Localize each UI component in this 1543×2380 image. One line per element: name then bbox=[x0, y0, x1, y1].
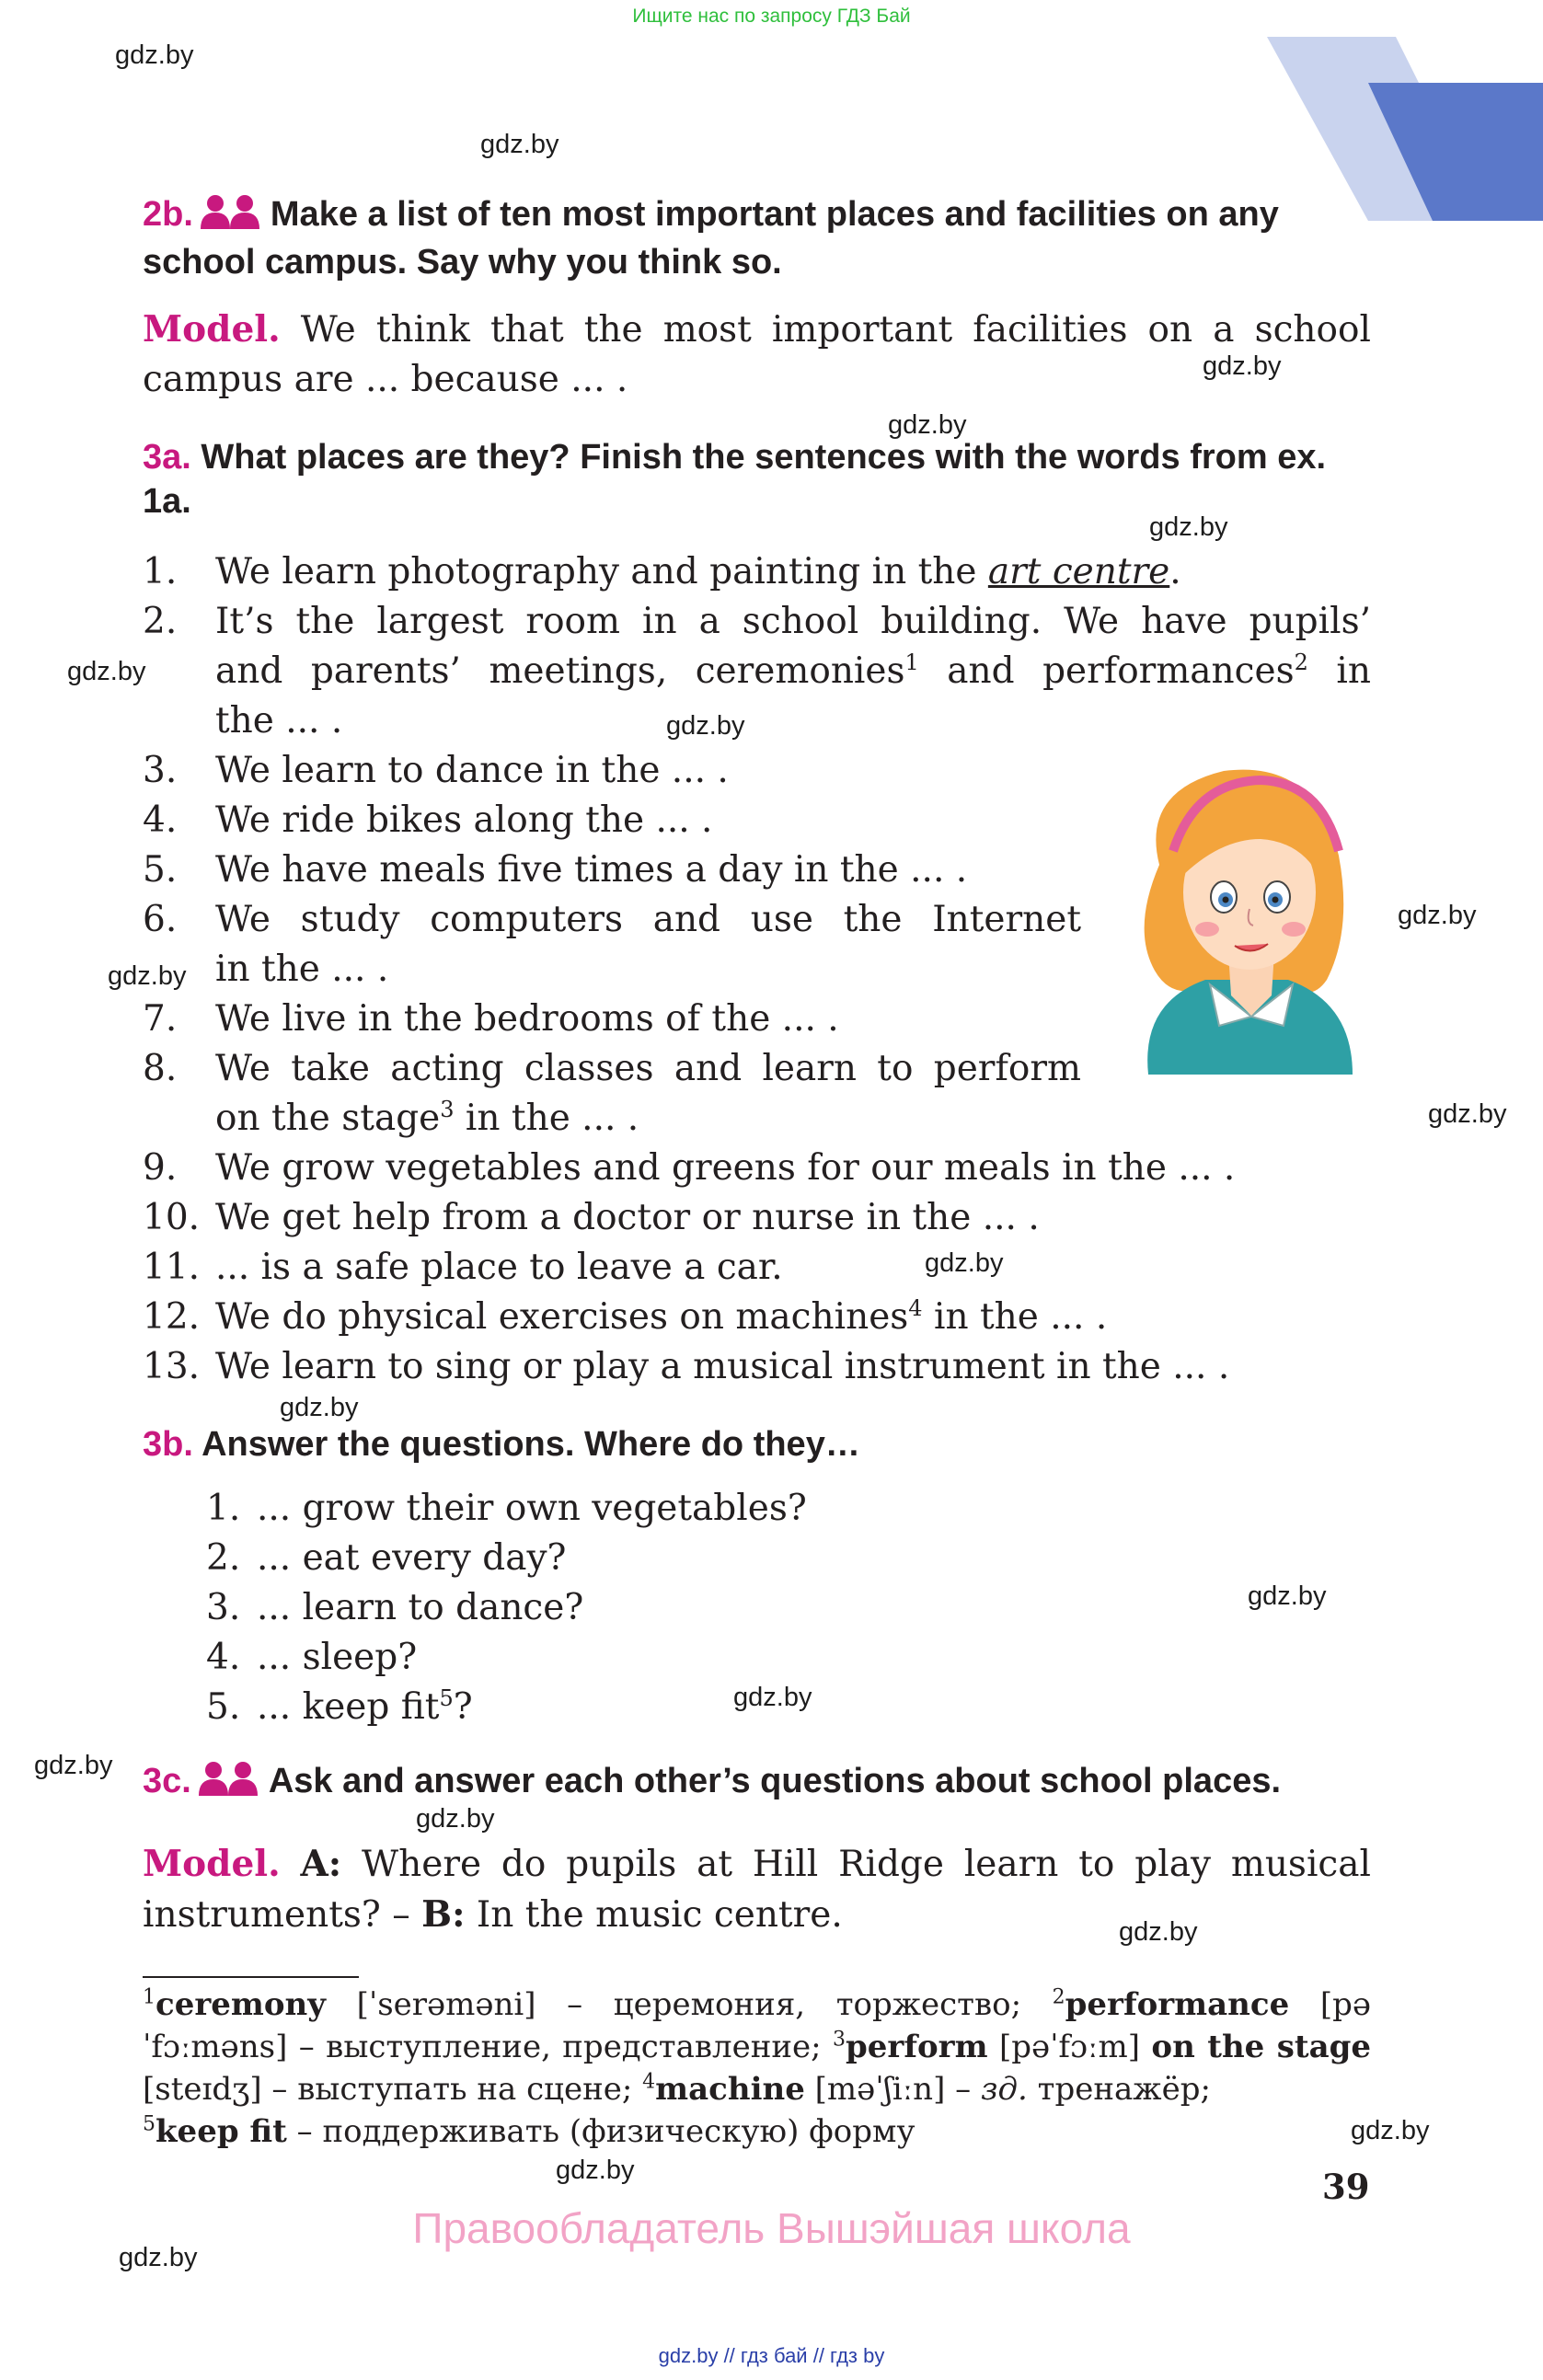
footnotes: $^1$ceremony [ˈserəməni] – церемония, торжество; $^2$performance [pəˈfɔːməns] – выступление, представление; $^3$perform [pəˈfɔːm] on the stage [steɪdʒ] – выступать на сцене; $^4$machine [məˈʃiːn] – зд. тренажёр; $^5$keep fit – поддерживать (физическую) форму bbox=[143, 1985, 1371, 2150]
task-number: 3a. bbox=[143, 438, 191, 477]
list-item: 8. We take acting classes and learn to perform on the stage$^3$ in the ... . bbox=[143, 1048, 1081, 1139]
watermark: gdz.by bbox=[480, 130, 559, 159]
watermark: gdz.by bbox=[1149, 512, 1228, 542]
pair-work-icon bbox=[197, 1761, 261, 1807]
girl-illustration bbox=[1123, 754, 1373, 1075]
task-3b-heading bbox=[143, 1422, 1371, 1466]
task-text: Make a list of ten most important places and facilities on any school campus. Say why you think so. bbox=[143, 195, 1279, 282]
watermark: gdz.by bbox=[1351, 2116, 1430, 2145]
task-2b-model bbox=[143, 305, 1371, 405]
watermark: gdz.by bbox=[1203, 351, 1282, 381]
watermark: gdz.by bbox=[34, 1751, 113, 1780]
task-number: 3c. bbox=[143, 1762, 191, 1800]
list-item: 2. It’s the largest room in a school building. We have pupils’ and parents’ meetings, ceremonies$^1$ and performances$^2$ in the ... . bbox=[143, 601, 1371, 742]
page-number: 39 bbox=[1322, 2167, 1370, 2207]
watermark: gdz.by bbox=[108, 961, 187, 991]
watermark: gdz.by bbox=[1428, 1099, 1507, 1129]
watermark: gdz.by bbox=[115, 40, 194, 70]
model-label: Model. bbox=[143, 1843, 281, 1885]
footer-links[interactable]: gdz.by // гдз бай // гдз by bbox=[658, 2344, 885, 2367]
task-text: What places are they? Finish the sentences with the words from ex. 1a. bbox=[143, 438, 1327, 521]
corner-decoration bbox=[1267, 0, 1543, 221]
watermark: gdz.by bbox=[556, 2156, 635, 2185]
task-2b-heading bbox=[143, 192, 1371, 284]
watermark: gdz.by bbox=[666, 711, 745, 741]
task-number: 3b. bbox=[143, 1425, 193, 1464]
task-3a-heading bbox=[143, 435, 1371, 523]
watermark: gdz.by bbox=[416, 1804, 495, 1834]
watermark: gdz.by bbox=[280, 1393, 359, 1422]
answer-example: art centre bbox=[987, 551, 1170, 592]
watermark: gdz.by bbox=[67, 657, 146, 686]
top-banner: Ищите нас по запросу ГДЗ Бай bbox=[632, 6, 911, 27]
task-text: Answer the questions. Where do they… bbox=[202, 1425, 860, 1464]
task-number: 2b. bbox=[143, 195, 193, 234]
watermark: gdz.by bbox=[888, 410, 967, 440]
footnote-divider bbox=[143, 1976, 359, 1978]
list-item: 6. We study computers and use the Internet in the ... . bbox=[143, 899, 1081, 990]
model-label: Model. bbox=[143, 308, 281, 351]
watermark: gdz.by bbox=[1398, 901, 1477, 930]
task-3c-heading bbox=[143, 1759, 1371, 1807]
task-3c-model: Model. A: Where do pupils at Hill Ridge learn to play musical instruments? – B: In the music centre. bbox=[143, 1843, 1371, 1936]
watermark: gdz.by bbox=[733, 1683, 812, 1712]
watermark: gdz.by bbox=[925, 1248, 1004, 1278]
task-text: Ask and answer each other’s questions about school places. bbox=[268, 1762, 1282, 1800]
watermark: gdz.by bbox=[1248, 1581, 1327, 1611]
model-text: We think that the most important facilities on a school campus are ... because ... . bbox=[143, 309, 1371, 400]
watermark: gdz.by bbox=[1119, 1917, 1198, 1947]
copyright-line: Правообладатель Вышэйшая школа bbox=[412, 2204, 1131, 2252]
watermark: gdz.by bbox=[119, 2243, 198, 2272]
pair-work-icon bbox=[199, 194, 263, 240]
